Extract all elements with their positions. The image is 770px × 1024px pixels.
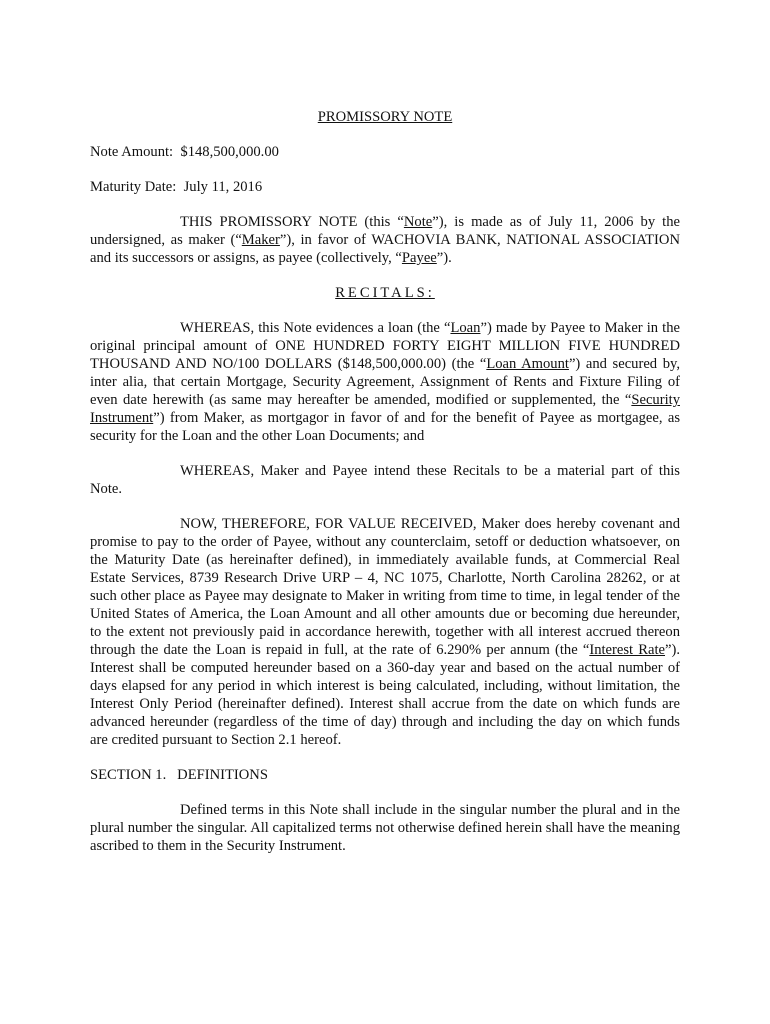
note-amount-line [90, 143, 680, 161]
defined-term-loan-amount: Loan Amount [486, 356, 569, 372]
defined-term-payee: Payee [401, 250, 437, 266]
intro-text-2: ”), is made as of July 11, 2006 by the undersigned, as maker (“ [90, 214, 680, 248]
whereas1-text-1: WHEREAS, this Note evidences a loan (the “ [180, 320, 451, 336]
defined-term-interest-rate: Interest Rate [589, 642, 666, 658]
maturity-date-label: Maturity Date: [90, 179, 177, 195]
now-therefore-text-1: NOW, THEREFORE, FOR VALUE RECEIVED, Maker does hereby covenant and promise to pay to the order of Payee, without any counterclaim, setoff or deduction whatsoever, on the Maturity Date (as hereinafter defined), in immediately available funds, at Commercial Real Estate Services, 8739 Research Drive URP – 4, NC 1075, Charlotte, North Carolina 28262, or at such other place as Payee may designate to Maker in writing from time to time, in legal tender of the United States of America, the Loan Amount and all other amounts due or becoming due hereunder, to the extent not previously paid in accordance herewith, together with all interest accrued thereon through the date the Loan is repaid in full, at the rate of 6.290% per annum (the “ [90, 516, 680, 658]
section-1-body: Defined terms in this Note shall include in the singular number the plural and in the plural number the singular. All capitalized terms not otherwise defined herein shall have the meaning ascribed to them in the Security Instrument. [90, 802, 680, 854]
whereas-paragraph-1 [90, 319, 680, 445]
document-title: PROMISSORY NOTE [317, 109, 453, 125]
intro-text-3: ”), in favor of WACHOVIA BANK, NATIONAL ASSOCIATION and its successors or assigns, as payee (collectively, “ [90, 232, 680, 266]
whereas1-text-2: ”) made by Payee to Maker in the original principal amount of ONE HUNDRED FORTY EIGHT MILLION FIVE HUNDRED THOUSAND AND NO/100 DOLLARS ($148,500,000.00) (the “ [90, 320, 680, 372]
maturity-date-value: July 11, 2016 [183, 179, 263, 195]
whereas1-text-3: ”) and secured by, inter alia, that certain Mortgage, Security Agreement, Assignment of Rents and Fixture Filing of even date herewith (as same may hereafter be amended, modified or supplemented, the “ [90, 356, 680, 408]
intro-paragraph [90, 213, 680, 267]
document-page [90, 108, 680, 855]
whereas-paragraph-2: WHEREAS, Maker and Payee intend these Recitals to be a material part of this Note. [90, 463, 680, 497]
intro-text-1: THIS PROMISSORY NOTE (this “ [180, 214, 404, 230]
defined-term-maker: Maker [241, 232, 280, 248]
now-therefore-text-2: ”). Interest shall be computed hereunder based on a 360-day year and based on the actual number of days elapsed for any period in which interest is being calculated, including, without limitation, the Interest Only Period (hereinafter defined). Interest shall accrue from the date on which funds are advanced hereunder (regardless of the time of day) through and including the day on which funds are credited pursuant to Section 2.1 hereof. [90, 642, 681, 748]
defined-term-note: Note [403, 214, 433, 230]
maturity-date-line [90, 178, 680, 196]
defined-term-security-instrument: Security Instrument [90, 392, 680, 426]
intro-text-4: ”). [436, 250, 452, 266]
section-1-heading: SECTION 1. DEFINITIONS [90, 767, 268, 783]
note-amount-value: $148,500,000.00 [180, 144, 279, 160]
note-amount-label: Note Amount: [90, 144, 174, 160]
whereas1-text-4: ”) from Maker, as mortgagor in favor of and for the benefit of Payee as mortgagee, as security for the Loan and the other Loan Documents; and [90, 410, 680, 444]
defined-term-loan: Loan [450, 320, 481, 336]
now-therefore-paragraph [90, 515, 680, 749]
recitals-heading: RECITALS: [335, 285, 435, 301]
